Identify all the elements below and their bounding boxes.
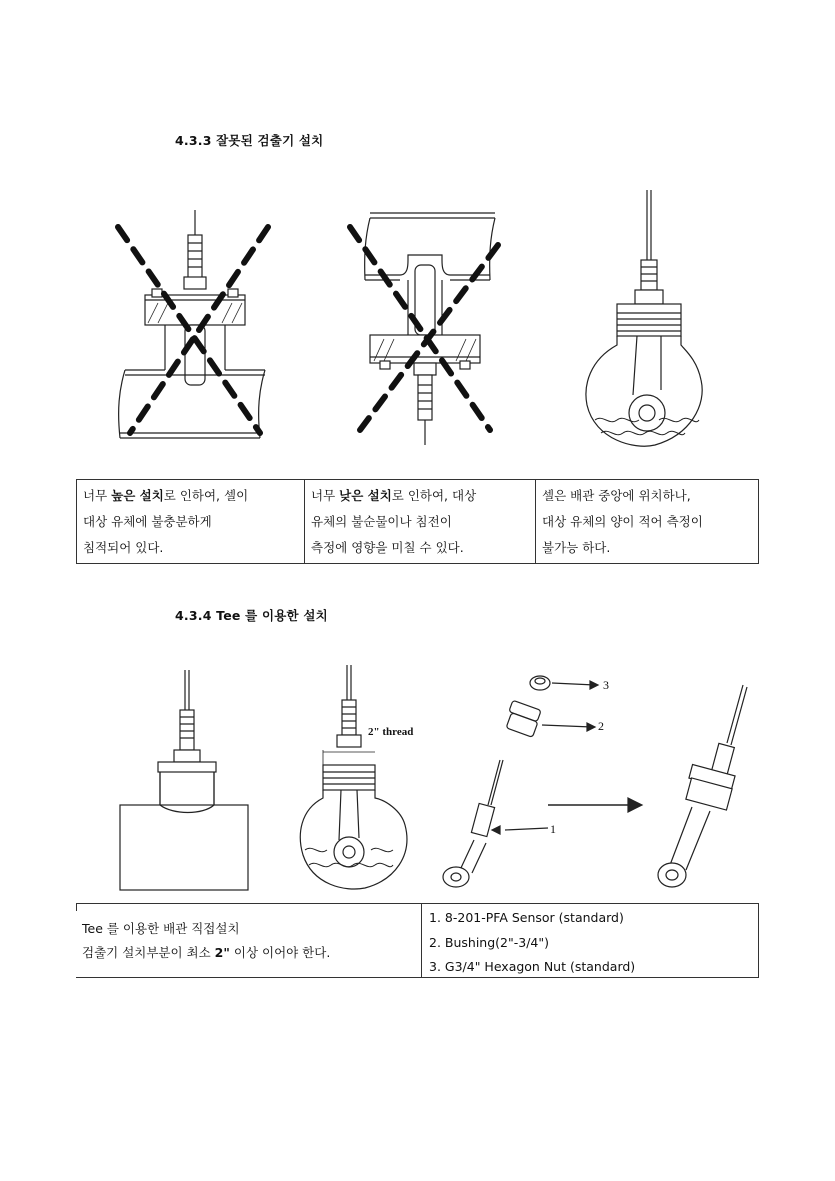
caption-line: 대상 유체의 양이 적어 측정이 — [542, 514, 703, 529]
caption-too-high — [77, 480, 305, 564]
figure-install-too-low — [340, 205, 510, 450]
caption-text: 이상 이어야 한다. — [229, 945, 331, 960]
figure-install-too-high — [110, 205, 280, 450]
caption-tee — [76, 903, 421, 978]
parts-item: 3. G3/4" Hexagon Nut (standard) — [429, 959, 636, 974]
caption-line: 대상 유체에 불충분하게 — [83, 514, 212, 529]
caption-line: Tee 를 이용한 배관 직접설치 — [82, 921, 240, 936]
parts-item: 1. 8-201-PFA Sensor (standard) — [429, 910, 624, 925]
caption-bold: 낮은 설치 — [339, 488, 392, 503]
callout-3: 3 — [603, 678, 609, 692]
caption-line: 유체의 불순물이나 침전이 — [311, 514, 452, 529]
parts-item: 2. Bushing(2"-3/4") — [429, 934, 549, 950]
parts-list — [421, 903, 759, 978]
caption-too-low — [305, 480, 536, 564]
caption-text: 로 인하여, 대상 — [391, 488, 477, 503]
thread-label: 2" thread — [368, 726, 414, 738]
caption-table-tee-install — [76, 903, 758, 976]
section-heading-433: 4.3.3 잘못된 검출기 설치 — [175, 133, 324, 148]
callout-2: 2 — [598, 719, 604, 733]
caption-text: 검출기 설치부분이 최소 — [82, 945, 215, 960]
callout-1: 1 — [550, 822, 556, 836]
figure-parts-exploded — [430, 665, 760, 895]
caption-line: 셀은 배관 중앙에 위치하나, — [542, 488, 691, 503]
figure-thread-vessel — [295, 660, 430, 895]
figure-install-low-level — [575, 185, 715, 450]
figure-tee-pipe — [118, 665, 258, 895]
caption-text: 너무 — [83, 488, 112, 503]
caption-bold: 2" — [214, 945, 230, 960]
caption-line: 측정에 영향을 미칠 수 있다. — [311, 540, 464, 555]
caption-bold: 높은 설치 — [111, 488, 164, 503]
caption-text: 너무 — [311, 488, 340, 503]
caption-line: 불가능 하다. — [542, 540, 611, 555]
caption-text: 로 인하여, 셀이 — [163, 488, 249, 503]
section-heading-434: 4.3.4 Tee 를 이용한 설치 — [175, 608, 328, 623]
caption-table-wrong-install — [76, 479, 759, 564]
caption-low-level — [536, 480, 759, 564]
caption-line: 침적되어 있다. — [83, 540, 164, 555]
